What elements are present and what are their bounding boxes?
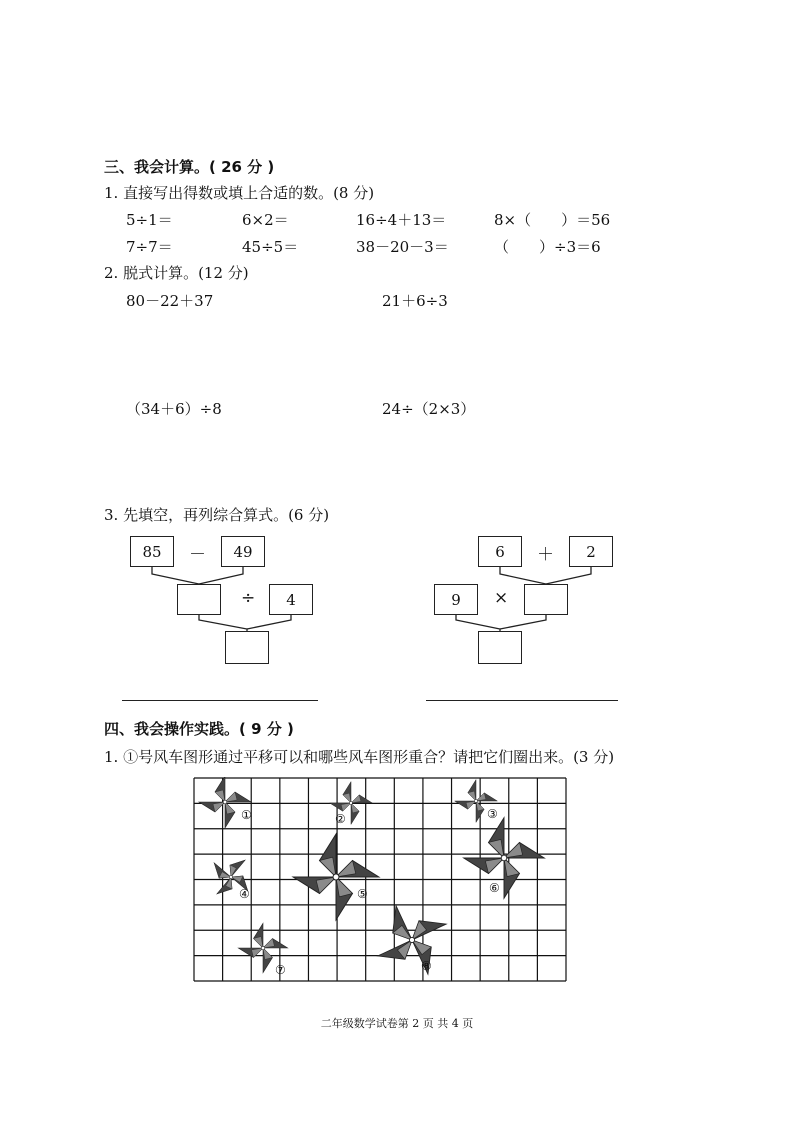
q3-left-blank-1[interactable]: [177, 584, 221, 615]
q3-left-answer-line[interactable]: [122, 700, 318, 701]
q3-left-box-a: 85: [130, 536, 174, 567]
pinwheel-6: [464, 818, 545, 899]
pinwheel-label-7: ⑦: [275, 963, 286, 977]
q2-title: 2. 脱式计算。(12 分): [104, 264, 249, 282]
section4-title: 四、我会操作实践。( 9 分 ): [104, 720, 294, 738]
q3-left-op1: －: [189, 545, 206, 565]
q3-left-box-c: 4: [269, 584, 313, 615]
pinwheel-label-3: ③: [487, 807, 498, 821]
q3-left-box-b: 49: [221, 536, 265, 567]
q1-item-7: 38－20－3＝: [356, 238, 449, 256]
q2-expr-3: （34＋6）÷8: [126, 400, 222, 418]
q1-item-2: 6×2＝: [242, 211, 289, 229]
q1-title: 1. 直接写出得数或填上合适的数。(8 分): [104, 184, 375, 202]
q1-item-5: 7÷7＝: [126, 238, 173, 256]
pinwheel-label-6: ⑥: [489, 881, 500, 895]
q2-expr-1: 80－22＋37: [126, 292, 214, 310]
s4-q1-title: 1. ①号风车图形通过平移可以和哪些风车图形重合？请把它们圈出来。(3 分): [104, 748, 615, 766]
pinwheel-label-1: ①: [241, 808, 252, 822]
q3-right-box-b: 2: [569, 536, 613, 567]
q3-right-blank-2[interactable]: [478, 631, 522, 664]
pinwheel-label-4: ④: [239, 887, 250, 901]
section3-title: 三、我会计算。( 26 分 ): [104, 158, 275, 176]
q3-title: 3. 先填空，再列综合算式。(6 分): [104, 506, 330, 524]
q3-right-op1: ＋: [537, 545, 554, 565]
pinwheel-4: [200, 846, 262, 908]
q2-expr-2: 21＋6÷3: [382, 292, 448, 310]
q2-expr-4: 24÷（2×3）: [382, 400, 476, 418]
q1-item-3: 16÷4＋13＝: [356, 211, 447, 229]
q3-left-op2: ÷: [241, 588, 256, 608]
q1-item-6: 45÷5＝: [242, 238, 299, 256]
pinwheel-grid: [193, 777, 567, 982]
q1-item-8[interactable]: （ ）÷3＝6: [494, 238, 601, 256]
q3-right-op2: ×: [494, 588, 509, 608]
page-footer: 二年级数学试卷第 2 页 共 4 页: [320, 1017, 474, 1030]
q3-right-blank-1[interactable]: [524, 584, 568, 615]
pinwheel-label-8: ⑧: [421, 959, 432, 973]
q3-right-answer-line[interactable]: [426, 700, 618, 701]
q3-right-box-a: 6: [478, 536, 522, 567]
q1-item-1: 5÷1＝: [126, 211, 173, 229]
pinwheel-label-2: ②: [335, 812, 346, 826]
pinwheel-label-5: ⑤: [357, 887, 368, 901]
q3-left-blank-2[interactable]: [225, 631, 269, 664]
q1-item-4[interactable]: 8×（ ）＝56: [494, 211, 611, 229]
q3-right-box-c: 9: [434, 584, 478, 615]
pinwheel-8: [362, 890, 462, 982]
